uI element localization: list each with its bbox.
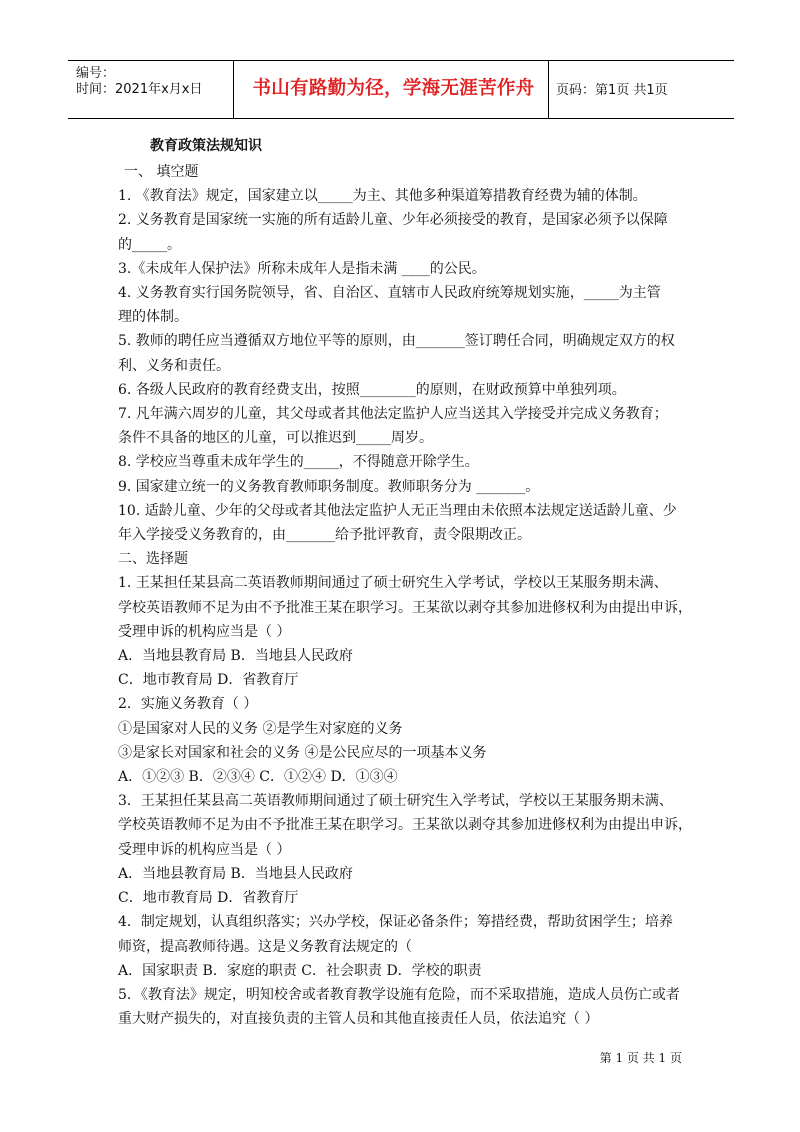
text-line: 理的体制。	[118, 309, 188, 326]
document-title: 教育政策法规知识	[150, 138, 262, 154]
header-bottom-rule	[68, 118, 734, 119]
text-line: 3.《未成年人保护法》所称未成年人是指未满 ____的公民。	[118, 260, 486, 277]
footer-page-info: 第 1 页 共 1 页	[599, 1051, 682, 1065]
text-line: 学校英语教师不足为由不予批准王某在职学习。王某欲以剥夺其参加进修权利为由提出申诉，	[118, 817, 692, 834]
text-line: 6. 各级人民政府的教育经费支出，按照________的原则，在财政预算中单独列项。	[118, 381, 626, 398]
text-line: A．国家职责 B．家庭的职责 C．社会职责 D．学校的职责	[118, 962, 482, 979]
text-line: 受理申诉的机构应当是（ ）	[118, 623, 291, 640]
text-line: ③是家长对国家和社会的义务 ④是公民应尽的一项基本义务	[118, 744, 487, 761]
text-line: 受理申诉的机构应当是（ ）	[118, 841, 291, 858]
header-divider-right	[548, 60, 549, 119]
text-line: ①是国家对人民的义务 ②是学生对家庭的义务	[118, 720, 403, 737]
text-line: 重大财产损失的，对直接负责的主管人员和其他直接责任人员，依法追究（ ）	[118, 1011, 599, 1028]
text-line: A．当地县教育局 B．当地县人民政府	[118, 648, 353, 665]
text-line: 4．制定规划，认真组织落实；兴办学校，保证必备条件；筹措经费，帮助贫困学生；培养	[118, 914, 673, 931]
text-line: A．当地县教育局 B．当地县人民政府	[118, 865, 353, 882]
document-body	[118, 132, 692, 1031]
text-line: C．地市教育局 D．省教育厅	[118, 890, 299, 907]
header-divider-left	[233, 60, 234, 119]
header-number-label: 编号：	[76, 66, 116, 81]
text-line: 条件不具备的地区的儿童，可以推迟到_____周岁。	[118, 430, 433, 447]
text-line: 9. 国家建立统一的义务教育教师职务制度。教师职务分为 _______。	[118, 478, 540, 495]
text-line: 7. 凡年满六周岁的儿童，其父母或者其他法定监护人应当送其入学接受并完成义务教育；	[118, 406, 668, 423]
header-motto: 书山有路勤为径，学海无涯苦作舟	[252, 78, 535, 99]
text-line: 1. 王某担任某县高二英语教师期间通过了硕士研究生入学考试，学校以王某服务期未满、	[118, 575, 668, 592]
section-heading-fill-blank: 一、 填空题	[124, 164, 199, 180]
text-line: 师资，提高教师待遇。这是义务教育法规定的（	[118, 938, 412, 955]
text-line: 2．实施义务教育（ ）	[118, 696, 258, 713]
text-line: 8. 学校应当尊重未成年学生的_____，不得随意开除学生。	[118, 454, 479, 471]
text-line: 4. 义务教育实行国务院领导，省、自治区、直辖市人民政府统筹规划实施，_____为主管	[118, 285, 661, 302]
text-line: 2. 义务教育是国家统一实施的所有适龄儿童、少年必须接受的教育，是国家必须予以保障	[118, 212, 668, 229]
text-line: 5. 教师的聘任应当遵循双方地位平等的原则，由_______签订聘任合同，明确规定双方的权	[118, 333, 675, 350]
text-line: 的_____。	[118, 236, 181, 253]
header-time-label: 时间：2021年x月x日	[76, 82, 203, 97]
header-page-info: 页码：第1页 共1页	[556, 83, 668, 98]
text-line: 3．王某担任某县高二英语教师期间通过了硕士研究生入学考试，学校以王某服务期未满、	[118, 793, 673, 810]
text-line: C．地市教育局 D．省教育厅	[118, 672, 299, 689]
text-line: 10. 适龄儿童、少年的父母或者其他法定监护人无正当理由未依照本法规定送适龄儿童、少	[118, 502, 677, 519]
text-line: 利、义务和责任。	[118, 357, 230, 374]
text-line: 5．《教育法》规定，明知校舍或者教育教学设施有危险，而不采取措施，造成人员伤亡或者	[118, 986, 680, 1003]
text-line: 1. 《教育法》规定，国家建立以_____为主、其他多种渠道筹措教育经费为辅的体制。	[118, 188, 647, 205]
section-heading-choice: 二、选择题	[118, 551, 188, 568]
text-line: 学校英语教师不足为由不予批准王某在职学习。王某欲以剥夺其参加进修权利为由提出申诉，	[118, 599, 692, 616]
text-line: A．①②③ B．②③④ C．①②④ D．①③④	[118, 769, 398, 786]
text-line: 年入学接受义务教育的，由_______给予批评教育，责令限期改正。	[118, 527, 531, 544]
header-top-rule	[68, 60, 734, 61]
